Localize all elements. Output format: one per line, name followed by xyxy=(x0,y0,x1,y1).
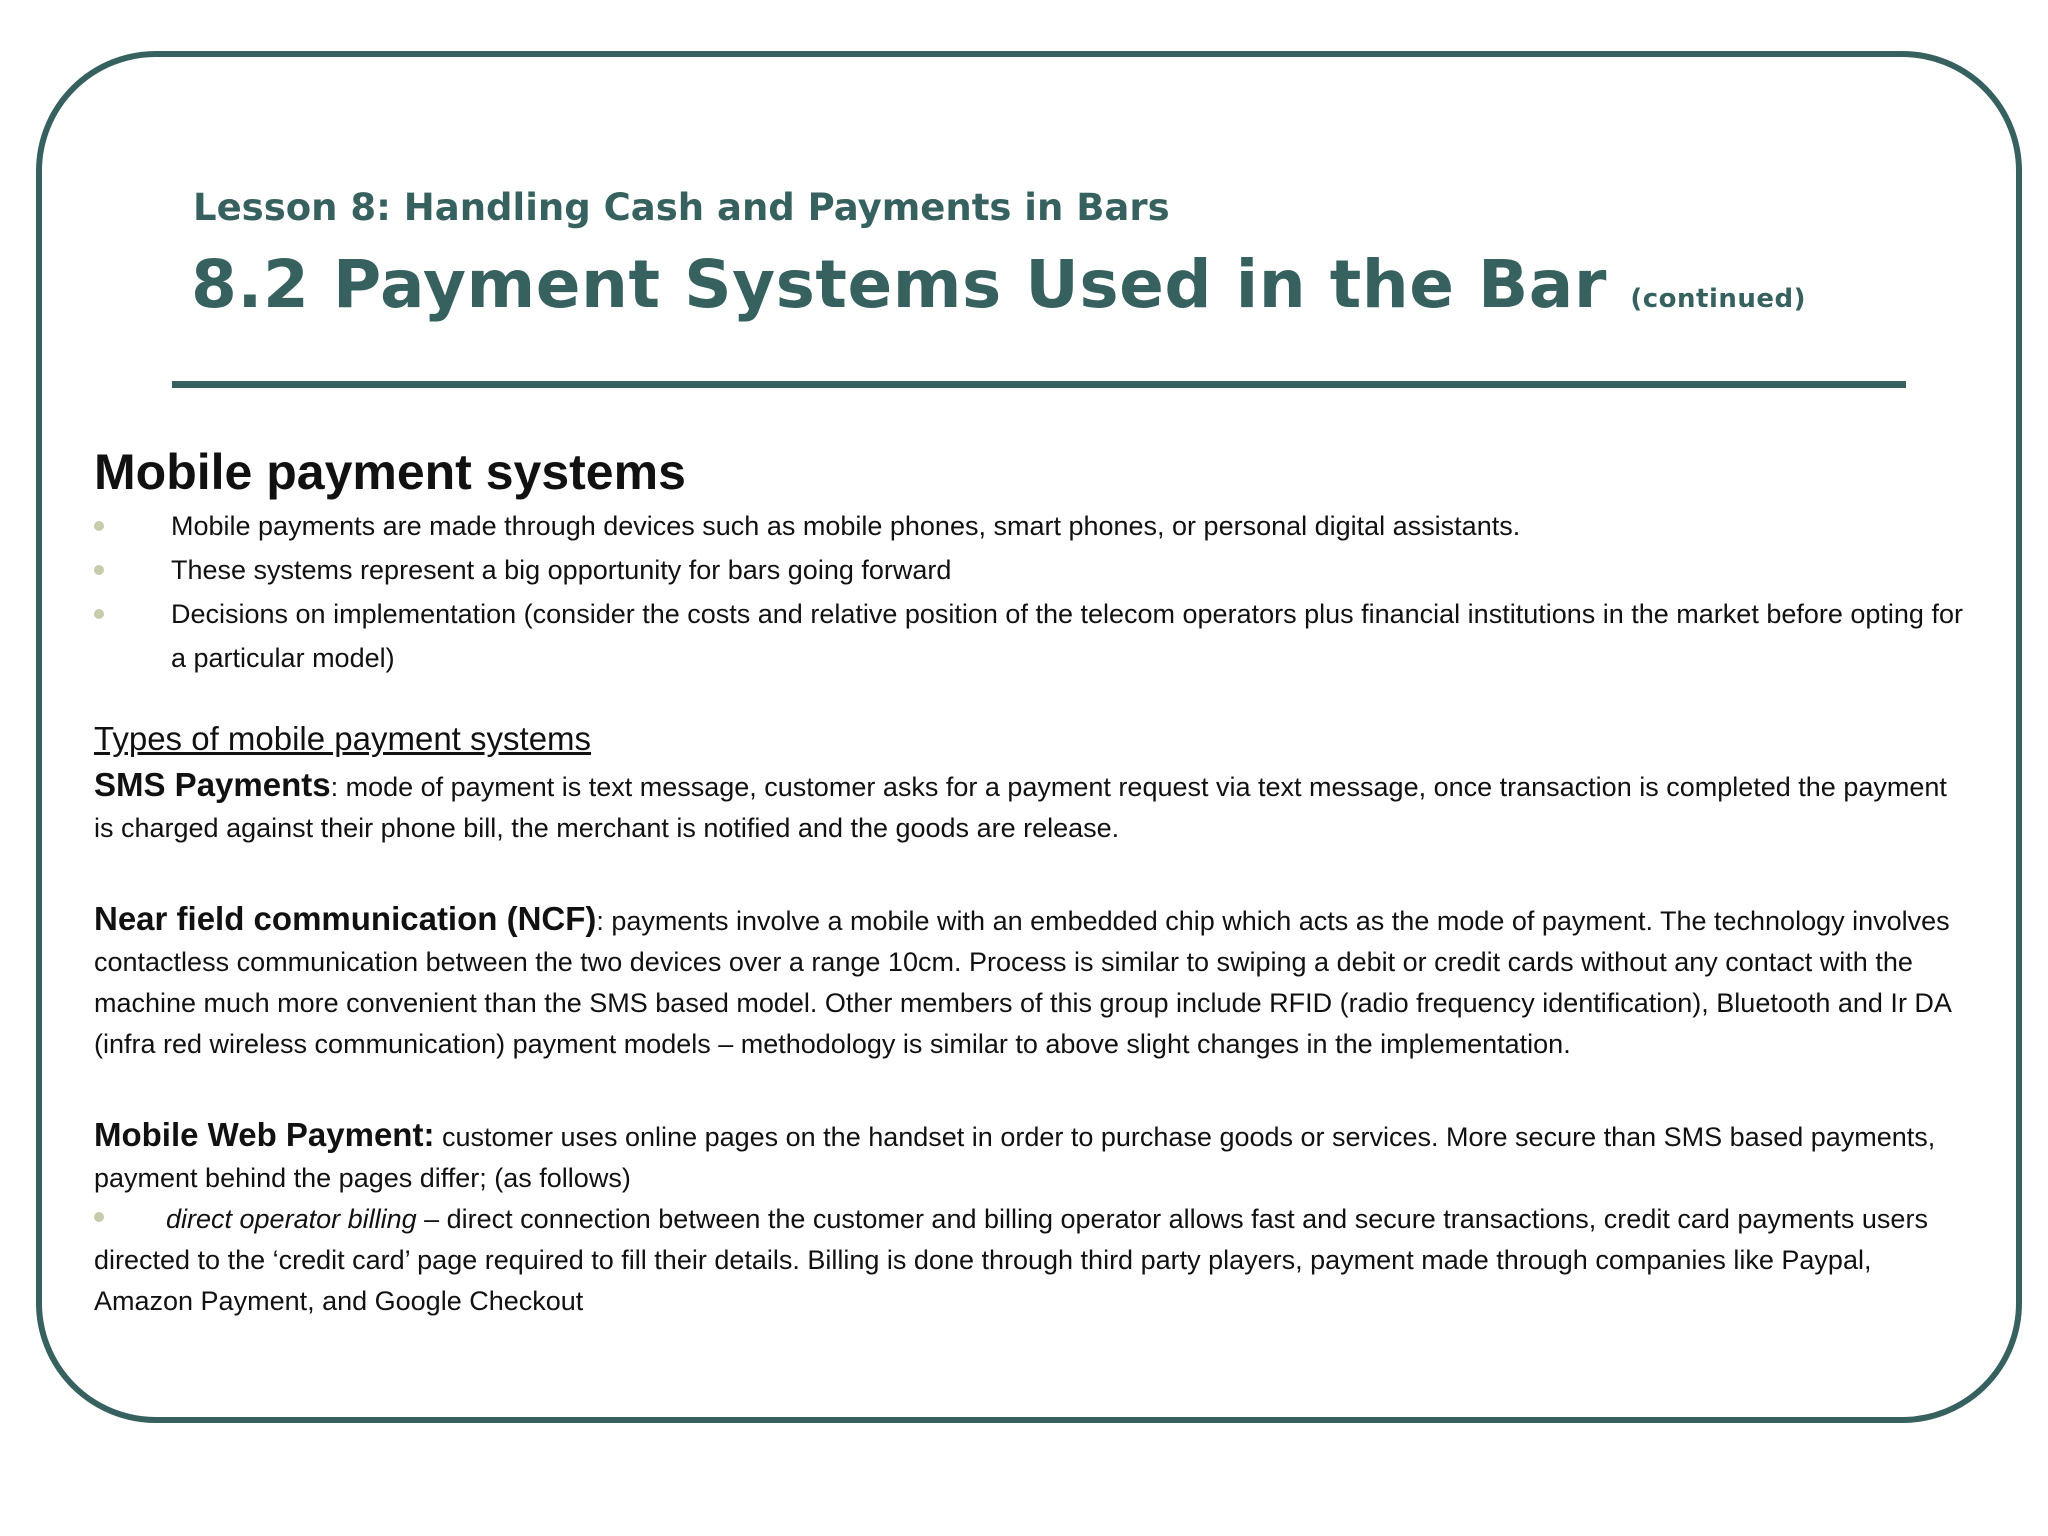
list-item-text: These systems represent a big opportunity for bars going forward xyxy=(171,555,952,585)
operator-billing-term: direct operator billing xyxy=(166,1204,417,1234)
list-item xyxy=(94,592,1964,680)
web-text: customer uses online pages on the handset in order to purchase goods or services. More secure than SMS based payments, payment behind the pages differ; (as follows) xyxy=(94,1122,1936,1193)
types-heading: Types of mobile payment systems xyxy=(94,720,592,757)
page-title-text: 8.2 Payment Systems Used in the Bar xyxy=(191,246,1607,323)
nfc-text: : payments involve a mobile with an embedded chip which acts as the mode of payment. The technology involves contactless communication between the two devices over a range 10cm. Process is similar to swiping a debit or credit cards without any contact with the machine much more convenient than the SMS based model. Other members of this group include RFID (radio frequency identification), Bluetooth and Ir DA (infra red wireless communication) payment models – methodology is similar to above slight changes in the implementation. xyxy=(94,906,1951,1059)
bullet-icon xyxy=(94,565,104,575)
list-item xyxy=(94,548,1964,592)
lesson-title: Lesson 8: Handling Cash and Payments in Bars xyxy=(193,186,1170,229)
web-term: Mobile Web Payment: xyxy=(94,1116,435,1153)
web-paragraph xyxy=(94,1114,1964,1199)
sms-paragraph xyxy=(94,764,1964,849)
sms-term: SMS Payments xyxy=(94,766,331,803)
sms-text: : mode of payment is text message, customer asks for a payment request via text message, once transaction is completed the payment is charged against their phone bill, the merchant is notified and the goods are release. xyxy=(94,772,1947,843)
slide-content xyxy=(94,440,1964,1322)
list-item-text: Mobile payments are made through devices such as mobile phones, smart phones, or personal digital assistants. xyxy=(171,511,1521,541)
bullet-icon xyxy=(94,521,104,531)
bullet-icon xyxy=(94,1212,104,1222)
nfc-term: Near field communication (NCF) xyxy=(94,900,597,937)
bullet-icon xyxy=(94,609,104,619)
title-suffix: (continued) xyxy=(1630,284,1807,314)
header-divider xyxy=(172,381,1906,388)
list-item-text: Decisions on implementation (consider the costs and relative position of the telecom operators plus financial institutions in the market before opting for a particular model) xyxy=(171,599,1963,673)
bullet-list xyxy=(94,504,1964,680)
section-heading: Mobile payment systems xyxy=(94,444,686,500)
nfc-paragraph xyxy=(94,898,1964,1065)
operator-billing-text: – direct connection between the customer and billing operator allows fast and secure transactions, credit card payments users directed to the ‘credit card’ page required to fill their details. Billing is done through third party players, payment made through companies like Paypal, Amazon Payment, and Google Checkout xyxy=(94,1204,1928,1316)
list-item xyxy=(94,504,1964,548)
page-title xyxy=(191,246,1806,323)
operator-billing-item xyxy=(94,1199,1964,1322)
